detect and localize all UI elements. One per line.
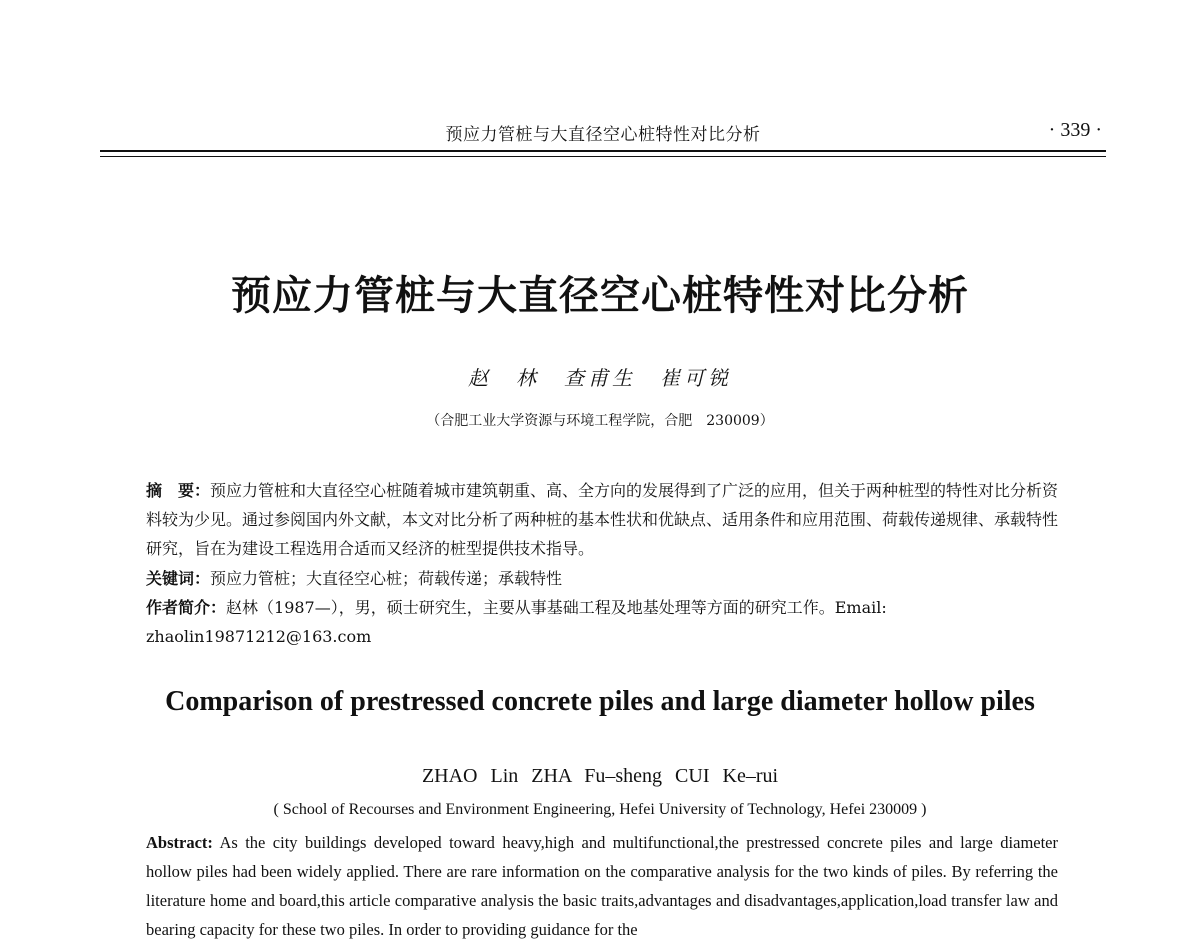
- keywords-cn: [146, 564, 1066, 593]
- header-rule-thick: [100, 150, 1106, 152]
- abstract-en: [146, 828, 1058, 944]
- paper-title-en: Comparison of prestressed concrete piles and large diameter hollow piles: [165, 686, 1035, 717]
- running-title: 预应力管桩与大直径空心桩特性对比分析: [445, 125, 761, 145]
- keywords-cn-label: 关键词：: [146, 569, 211, 588]
- abstract-en-label: Abstract:: [146, 833, 213, 852]
- paper-title-cn: 预应力管桩与大直径空心桩特性对比分析: [231, 273, 969, 319]
- running-header: [100, 118, 1106, 144]
- keywords-cn-text: 预应力管桩；大直径空心桩；荷载传递；承载特性: [210, 569, 563, 588]
- abstract-en-text: As the city buildings developed toward heavy,high and multifunctional,the prestressed concrete piles and large diameter hollow piles had been widely applied. There are rare information on the comparative analysis for the two kinds of piles. By referring the literature home and board,this article comparative analysis the basic traits,advantages and disadvantages,application,load transfer law and bearing capacity for these two piles. In order to providing guidance for the: [146, 833, 1059, 939]
- affiliation-en: ( School of Recourses and Environment Engineering, Hefei University of Technology, Hefei 230009 ): [273, 801, 927, 818]
- author-intro-cn-text: 赵林（1987—），男，硕士研究生，主要从事基础工程及地基处理等方面的研究工作。Email: zhaolin19871212@163.com: [146, 598, 887, 646]
- author-intro-cn: [146, 593, 1066, 651]
- page-number: · 339 ·: [1048, 119, 1102, 141]
- abstract-cn-label: 摘 要：: [146, 481, 211, 500]
- authors-en: ZHAO Lin ZHA Fu–sheng CUI Ke–rui: [421, 765, 779, 787]
- author-intro-cn-label: 作者简介：: [146, 598, 227, 617]
- affiliation-cn: （合肥工业大学资源与环境工程学院，合肥 230009）: [426, 413, 774, 429]
- header-rule-thin: [100, 156, 1106, 157]
- authors-cn: 赵 林 查甫生 崔可锐: [468, 366, 732, 390]
- abstract-cn-text: 预应力管桩和大直径空心桩随着城市建筑朝重、高、全方向的发展得到了广泛的应用，但关于两种桩型的特性对比分析资料较为少见。通过参阅国内外文献，本文对比分析了两种桩的基本性状和优缺点、适用条件和应用范围、荷载传递规律、承载特性研究，旨在为建设工程选用合适而又经济的桩型提供技术指导。: [146, 481, 1059, 558]
- abstract-cn: [146, 476, 1066, 563]
